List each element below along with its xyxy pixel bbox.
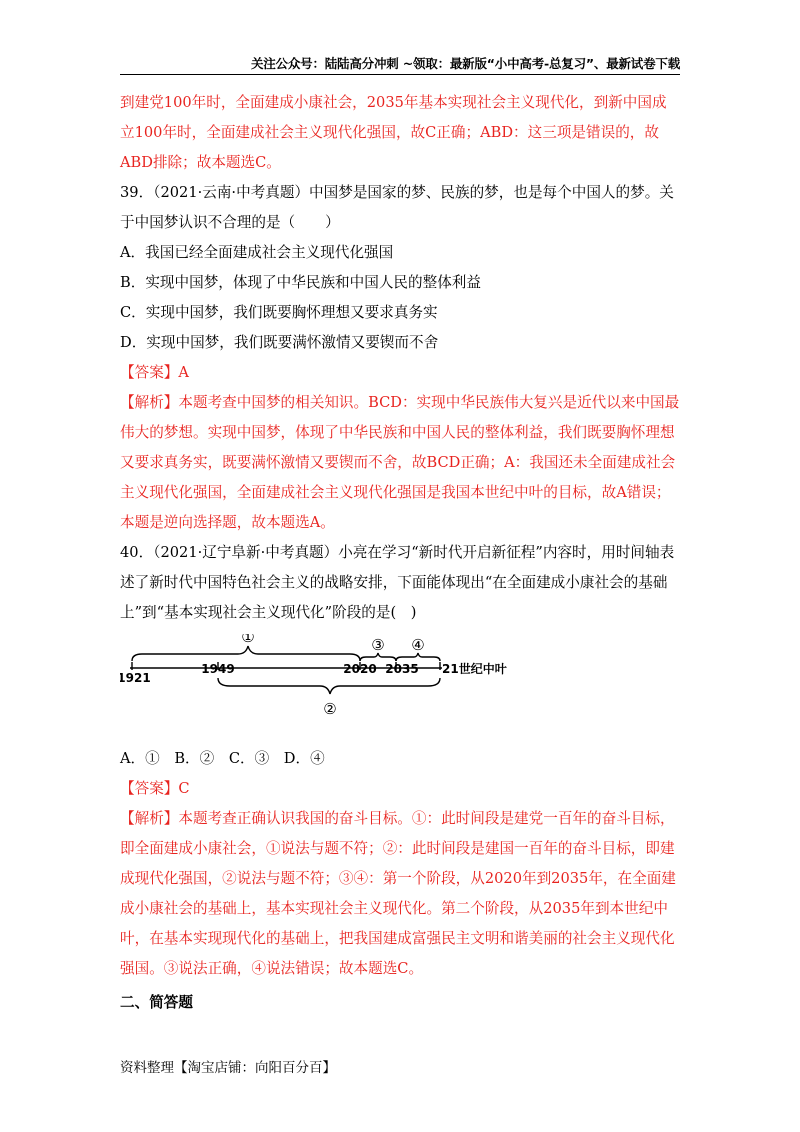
circle-label-4: ④: [411, 636, 425, 654]
q39-stem: [120, 178, 680, 238]
q40-explanation: 【解析】本题考查正确认识我国的奋斗目标。①：此时间段是建党一百年的奋斗目标，即全面建成小康社会，①说法与题不符；②：此时间段是建国一百年的奋斗目标，即建成现代化强国，②说法与题不符；③④：第一个阶段，从2020年到2035年，在全面建成小康社会的基础上，基本实现社会主义现代化。第二个阶段，从2035年到本世纪中叶，在基本实现现代化的基础上，把我国建成富强民主文明和谐美丽的社会主义现代化强国。③说法正确，④说法错误；故本题选C。: [120, 810, 676, 977]
brace-circle-2: [218, 678, 440, 694]
document-body: [120, 88, 680, 1018]
circle-label-3: ③: [371, 636, 385, 654]
tick-label-mid-century: 21世纪中叶: [442, 662, 507, 676]
q39-option-c: C．实现中国梦，我们既要胸怀理想又要求真务实: [120, 304, 438, 321]
prev-explanation: 到建党100年时，全面建成小康社会，2035年基本实现社会主义现代化，到新中国成立100年时，全面建成社会主义现代化强国，故C正确；ABD：这三项是错误的，故ABD排除；故本题选C。: [120, 94, 667, 171]
q39-explanation: 【解析】本题考查中国梦的相关知识。BCD：实现中华民族伟大复兴是近代以来中国最伟大的梦想。实现中国梦，体现了中华民族和中国人民的整体利益，我们既要胸怀理想又要求真务实，既要满怀激情又要锲而不舍，故BCD正确；A：我国还未全面建成社会主义现代化强国，全面建成社会主义现代化强国是我国本世纪中叶的目标，故A错误；本题是逆向选择题，故本题选A。: [120, 394, 680, 531]
tick-label-2020: 2020: [343, 662, 377, 676]
brace-circle-3: [360, 653, 396, 661]
q39-option-a: A．我国已经全面建成社会主义现代化强国: [120, 244, 394, 261]
brace-circle-4: [396, 653, 440, 661]
page-header: 关注公众号：陆陆高分冲刺 ~领取：最新版“小中高考-总复习”、最新试卷下载: [250, 56, 680, 71]
q40-stem: 40．（2021·辽宁阜新·中考真题）小亮在学习“新时代开启新征程”内容时，用时间轴表述了新时代中国特色社会主义的战略安排，下面能体现出“在全面建成小康社会的基础上”到“基本实现社会主义现代化”阶段的是( ): [120, 544, 675, 621]
q39-stem-text: 39．（2021·云南·中考真题）中国梦是国家的梦、民族的梦，也是每个中国人的梦。关于中国梦认识不合理的是（: [120, 184, 674, 231]
q39-option-d: D．实现中国梦，我们既要满怀激情又要锲而不舍: [120, 334, 439, 351]
q39-answer: 【答案】A: [120, 364, 189, 381]
circle-label-1: ①: [241, 634, 255, 646]
header-divider: [120, 74, 680, 75]
tick-label-1949: 1949: [201, 662, 235, 676]
q40-options: A．① B．② C．③ D．④: [120, 750, 325, 767]
q40-answer: 【答案】C: [120, 780, 190, 797]
tick-label-1921: 1921: [120, 671, 151, 685]
timeline-svg: [120, 634, 520, 738]
circle-label-2: ②: [323, 700, 337, 718]
page-footer: 资料整理【淘宝店铺：向阳百分百】: [120, 1060, 336, 1076]
timeline-diagram: [120, 634, 680, 738]
q39-option-b: B．实现中国梦，体现了中华民族和中国人民的整体利益: [120, 274, 481, 291]
section-title: 二、简答题: [120, 994, 193, 1011]
q39-stem-close: ）: [325, 214, 340, 231]
tick-label-2035: 2035: [385, 662, 419, 676]
brace-circle-1: [132, 646, 360, 661]
